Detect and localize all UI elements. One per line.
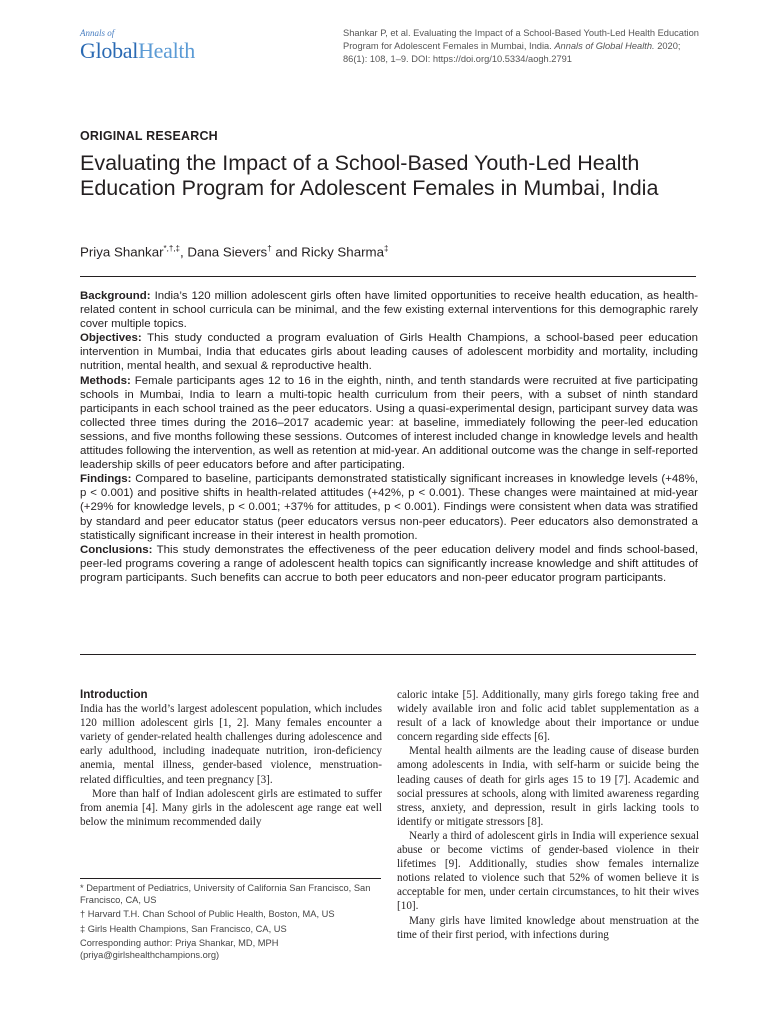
body-column-left (80, 688, 382, 829)
body-paragraph: caloric intake [5]. Additionally, many girls forego taking free and widely available iron and folic acid tablet supplementation as a result of a lack of knowledge about their importance or undue concern regarding side effects [6]. (397, 689, 699, 744)
abstract (80, 289, 698, 585)
author-affil: † (267, 244, 272, 253)
abstract-label: Background: (80, 290, 151, 302)
abstract-text: This study conducted a program evaluation of Girls Health Champions, a school-based peer education intervention in Mumbai, India that educates girls about leading causes of adolescent morbidity and mortality, including nutrition, mental health, and sexual & reproductive health. (80, 332, 698, 373)
body-column-right (397, 688, 699, 942)
section-label: ORIGINAL RESEARCH (80, 129, 218, 143)
divider-bottom (80, 654, 696, 655)
abstract-label: Methods: (80, 374, 131, 387)
citation-journal: Annals of Global Health. (554, 41, 655, 51)
body-paragraph: Mental health ailments are the leading cause of disease burden among adolescents in India, with self-harm or suicide being the leading causes of death for girls ages 15 to 19 [7]. Academic and social pressures at schools, along with limited awareness regarding stress, anxiety, and depression, result in girls lacking tools to identify or mitigate stressors [8]. (397, 745, 699, 828)
article-title: Evaluating the Impact of a School-Based Youth-Led Health Education Program for Adolescent Females in Mumbai, India (80, 151, 659, 200)
author-affil: ‡ (384, 244, 389, 253)
citation-text-b: 2020; 86(1): 108, 1–9. DOI: https://doi.org/10.5334/aogh.2791 (343, 41, 681, 64)
author-sep: and (271, 244, 302, 260)
abstract-text: Compared to baseline, participants demonstrated statistically significant increases in knowledge levels (+48%, p < 0.001) and positive shifts in health-related attitudes (+42%, p < 0.001). These changes were maintained at mid-year (+29% for knowledge levels, p < 0.001; +37% for attitudes, p < 0.001). Findings were consistent when data was stratified by standard and peer educator status (peer educators versus non-peer educators). Peer educators also demonstrated a statistically significant increase in their interest in health promotion. (80, 473, 698, 542)
footnote-corresponding-author: Corresponding author: Priya Shankar, MD, MPH (priya@girlshealthchampions.org) (80, 938, 279, 960)
abstract-findings (80, 472, 698, 542)
abstract-objectives (80, 331, 698, 373)
abstract-text: Female participants ages 12 to 16 in the eighth, ninth, and tenth standards were recruited at five participating schools in Mumbai, India to learn a multi-topic health curriculum from their peers, with a subset of ninth standard participants in each school trained as the peer educators. Using a quasi-experimental design, participant survey data was collected three times during the 2016–2017 academic year: at baseline, immediately following the peer-led education sessions, and five months following these sessions. Outcomes of interest included change in knowledge levels and health attitudes following the intervention, as well as retention at mid-year. An additional outcome was the change in self-reported leadership skills of peer educators before and after participating. (80, 374, 698, 472)
author-name: Priya Shankar (80, 244, 164, 260)
author-affil: *,†,‡ (163, 244, 180, 253)
journal-logo (80, 28, 230, 70)
footnote-affiliation: * Department of Pediatrics, University of California San Francisco, San Francisco, CA, US (80, 883, 371, 905)
abstract-text: This study demonstrates the effectiveness of the peer education delivery model and finds school-based, peer-led programs covering a range of adolescent health topics can significantly increase knowledge and shift attitudes of program participants. Such benefits can accrue to both peer educators and non-peer educator program participants. (80, 543, 698, 584)
abstract-conclusions (80, 543, 698, 585)
author-list (80, 244, 388, 259)
abstract-label: Findings: (80, 473, 132, 486)
abstract-background (80, 289, 698, 331)
citation (343, 27, 703, 66)
footnote-divider (80, 878, 381, 879)
logo-main-b: Health (138, 38, 195, 63)
citation-text-a: Shankar P, et al. Evaluating the Impact of a School-Based Youth-Led Health Education Program for Adolescent Females in Mumbai, India. (343, 28, 699, 51)
logo-main-a: Global (80, 38, 139, 63)
body-paragraph: Many girls have limited knowledge about menstruation at the time of their first period, with infections during (397, 914, 699, 941)
abstract-label: Conclusions: (80, 543, 153, 556)
footnotes (80, 883, 380, 965)
abstract-text: India’s 120 million adolescent girls often have limited opportunities to receive health education, as health-related content in school curricula can be minimal, and the few existing external interventions for this demographic rarely cover multiple topics. (80, 290, 698, 331)
author-name: Dana Sievers (187, 244, 268, 260)
footnote-affiliation: ‡ Girls Health Champions, San Francisco, CA, US (80, 923, 287, 934)
abstract-methods (80, 374, 698, 473)
author-sep: , (179, 244, 188, 260)
logo-small-text: Annals of (80, 28, 115, 38)
divider-top (80, 276, 696, 277)
logo-main-text (80, 38, 195, 64)
author-name: Ricky Sharma (301, 244, 384, 260)
body-paragraph: India has the world’s largest adolescent population, which includes 120 million adolescent girls [1, 2]. Many females encounter a variety of gender-related health challenges during adolescence and early adulthood, including inadequate nutrition, iron-deficiency anemia, mental illness, gender-based violence, menstruation-related difficulties, and teen pregnancy [3]. (80, 703, 382, 786)
body-paragraph: Nearly a third of adolescent girls in India will experience sexual abuse or become victims of gender-based violence in their lifetimes [9]. Additionally, studies show females internalize notions related to violence such that 52% of women believe it is acceptable for men, under certain circumstances, to hit their wives [10]. (397, 829, 699, 913)
abstract-label: Objectives: (80, 332, 142, 345)
body-paragraph: More than half of Indian adolescent girls are estimated to suffer from anemia [4]. Many girls in the adolescent age range eat well below the minimum recommended daily (80, 787, 382, 828)
section-heading: Introduction (80, 688, 148, 701)
footnote-affiliation: † Harvard T.H. Chan School of Public Health, Boston, MA, US (80, 909, 335, 920)
